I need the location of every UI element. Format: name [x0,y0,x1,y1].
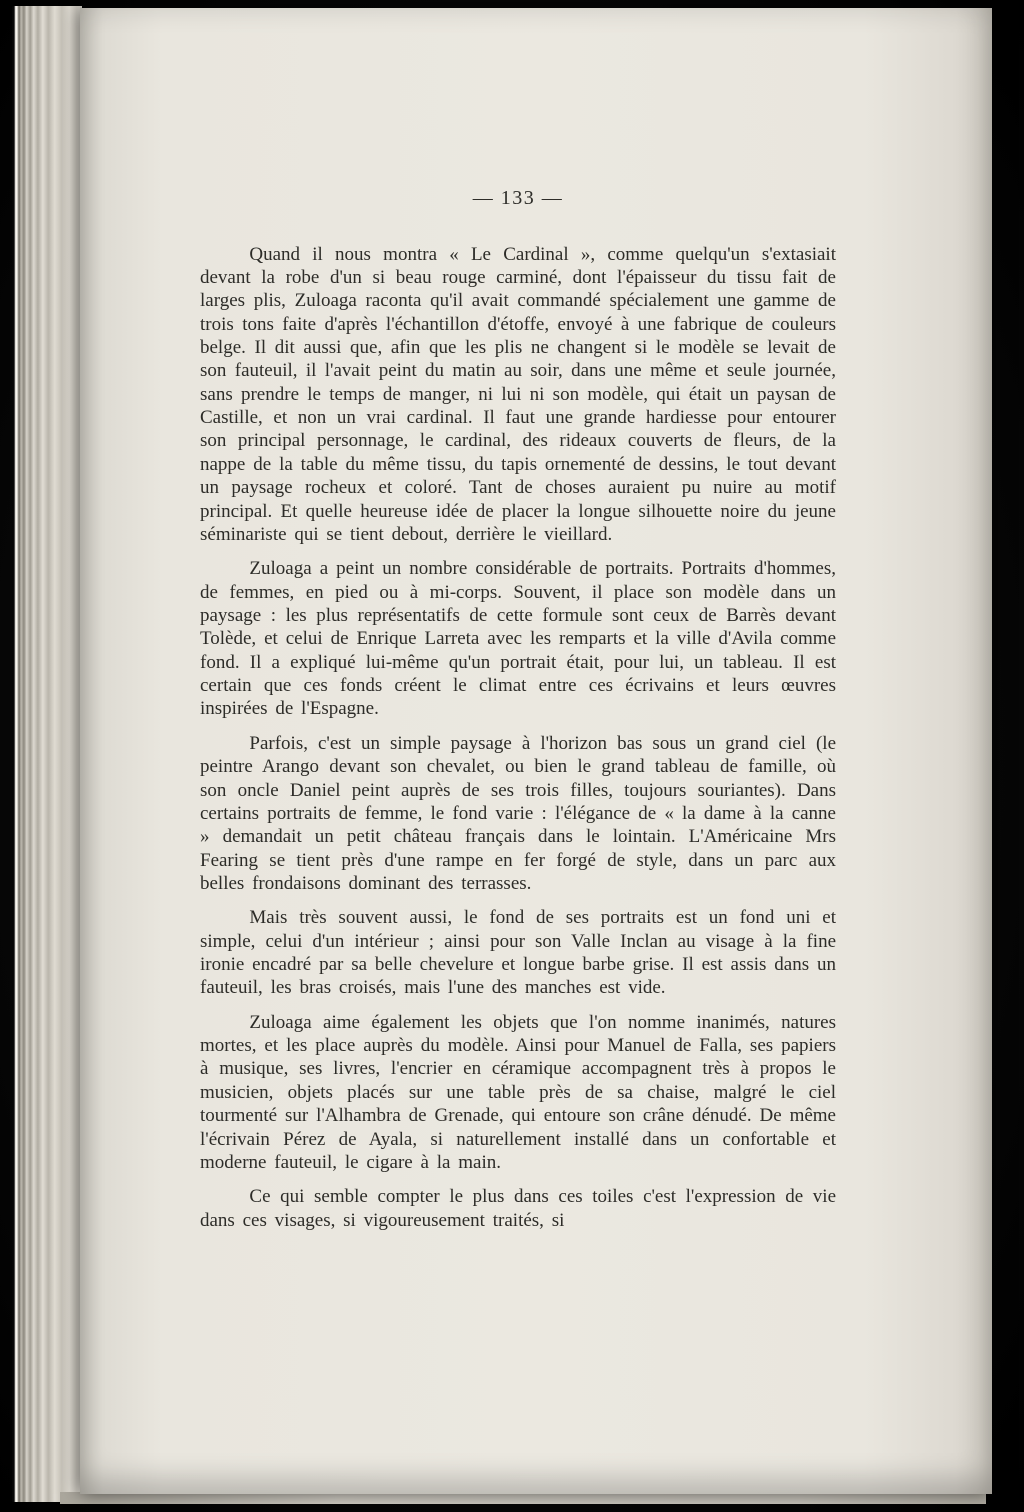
paragraph: Zuloaga aime également les objets que l'on nomme inanimés, natures mortes, et les place auprès du modèle. Ainsi pour Manuel de Falla, ses papiers à musique, ses livres, l'encrier en céramique accompagnent très à propos le musicien, objets placés sur une table près de sa chaise, malgré le ciel tourmenté sur l'Alhambra de Grenade, qui entoure son crâne dénudé. De même l'écrivain Pérez de Ayala, si naturellement installé dans un confortable et moderne fauteuil, le cigare à la main. [200,1011,836,1173]
paragraph: Parfois, c'est un simple paysage à l'horizon bas sous un grand ciel (le peintre Arango devant son chevalet, ou bien le grand tableau de famille, où son oncle Daniel peint auprès de ses trois filles, toujours souriantes). Dans certains portraits de femme, le fond varie : l'élégance de « la dame à la canne » demandait un petit château français dans le lointain. L'Américaine Mrs Fearing se tient près d'une rampe en fer forgé de style, dans un parc aux belles frondaisons dominant des terrasses. [200,732,836,894]
page-number: — 133 — [472,187,564,209]
paragraph: Ce qui semble compter le plus dans ces toiles c'est l'expression de vie dans ces visages, si vigoureusement traités, si [200,1186,836,1231]
paragraph: Mais très souvent aussi, le fond de ses portraits est un fond uni et simple, celui d'un intérieur ; ainsi pour son Valle Inclan au visage à la fine ironie encadré par sa belle chevelure et longue barbe grise. Il est assis dans un fauteuil, les bras croisés, mais l'une des manches est vide. [200,907,836,999]
text-block [200,186,836,1243]
book-page [80,8,992,1494]
book-gutter-page-edges [12,6,82,1502]
paragraph: Quand il nous montra « Le Cardinal », comme quelqu'un s'extasiait devant la robe d'un si beau rouge carminé, dont l'épaisseur du tissu fait de larges plis, Zuloaga raconta qu'il avait commandé spécialement une gamme de trois tons faite d'après l'échantillon d'étoffe, envoyé à une fabrique de couleurs belge. Il dit aussi que, afin que les plis ne changent si le modèle se levait de son fauteuil, il l'avait peint du matin au soir, dans une même et seule journée, sans prendre le temps de manger, ni lui ni son modèle, qui était un paysan de Castille, et non un vrai cardinal. Il faut une grande hardiesse pour entourer son principal personnage, le cardinal, des rideaux couverts de fleurs, de la nappe de la table du même tissu, du tapis ornementé de dessins, le tout devant un paysage rocheux et coloré. Tant de choses auraient pu nuire au motif principal. Et quelle heureuse idée de placer la longue silhouette noire du jeune séminariste qui se tient debout, derrière le vieillard. [200,243,836,545]
paragraph: Zuloaga a peint un nombre considérable de portraits. Portraits d'hommes, de femmes, en pied ou à mi-corps. Souvent, il place son modèle dans un paysage : les plus représentatifs de cette formule sont ceux de Barrès devant Tolède, et celui de Enrique Larreta avec les remparts et la ville d'Avila comme fond. Il a expliqué lui-même qu'un portrait était, pour lui, un tableau. Il est certain que ces fonds créent le climat entre ces écrivains et leurs œuvres inspirées de l'Espagne. [200,558,836,720]
